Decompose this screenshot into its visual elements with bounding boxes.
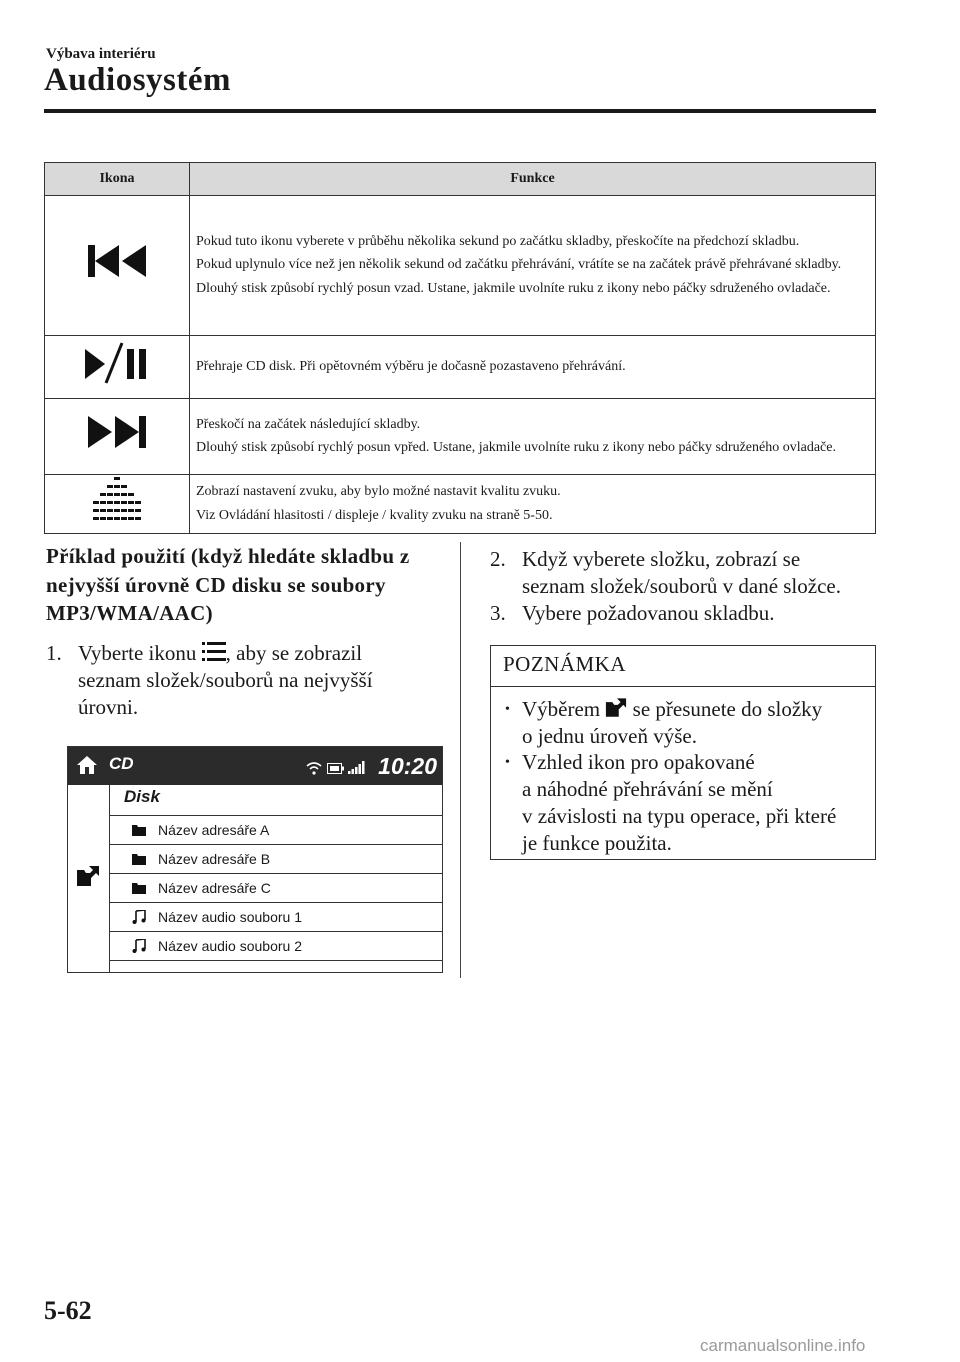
note-text: Vzhled ikon pro opakované <box>522 750 755 774</box>
icon-cell <box>45 399 190 475</box>
col-header-function: Funkce <box>190 163 876 196</box>
function-cell <box>190 336 876 399</box>
section-label: Výbava interiéru <box>46 46 156 62</box>
step-number: 1. <box>46 641 62 665</box>
step-text: Vyberte ikonu <box>78 641 197 665</box>
step-1 <box>46 640 446 724</box>
sound-settings-icon <box>89 476 145 524</box>
display-screen <box>67 746 443 973</box>
icon-cell <box>45 475 190 534</box>
step-text: seznam složek/souborů na nejvyšší <box>78 668 373 692</box>
watermark: carmanualsonline.info <box>700 1336 866 1355</box>
note-text: v závislosti na typu operace, při které <box>522 804 837 828</box>
function-line: Pokud uplynulo více než jen několik sekund od začátku přehrávání, vrátíte se na začátek právě přehrávané skladby. <box>196 257 842 273</box>
step-3 <box>490 600 880 628</box>
function-cell <box>190 196 876 336</box>
bullet-dot: • <box>505 702 510 717</box>
step-text: Když vyberete složku, zobrazí se <box>522 547 801 571</box>
folder-icon <box>131 823 147 837</box>
function-line: Dlouhý stisk způsobí rychlý posun vzad. Ustane, jakmile uvolníte ruku z ikony nebo páčky sdruženého ovladače. <box>196 280 831 296</box>
function-line: Pokud tuto ikonu vyberete v průběhu několika sekund po začátku skladby, přeskočíte na předchozí skladbu. <box>196 233 800 249</box>
folder-icon <box>131 852 147 866</box>
list-item[interactable] <box>110 931 442 961</box>
icon-function-table <box>44 162 876 534</box>
note-bullet <box>505 749 865 857</box>
list-item[interactable] <box>110 873 442 903</box>
step-number: 2. <box>490 547 506 571</box>
bullet-dot: • <box>505 755 510 770</box>
folder-icon <box>131 881 147 895</box>
example-heading: Příklad použití (když hledáte skladbu z nejvyšší úrovně CD disku se soubory MP3/WMA/AAC) <box>46 544 410 625</box>
list-title: Disk <box>124 787 160 806</box>
list-item[interactable] <box>110 815 442 845</box>
skip-next-icon <box>86 414 148 450</box>
step-2 <box>490 546 880 602</box>
screen-status-bar <box>68 747 442 785</box>
list-item-label: Název adresáře B <box>158 851 271 867</box>
list-item-label: Název adresáře C <box>158 880 271 896</box>
note-text: je funkce použita. <box>522 831 672 855</box>
step-text: , aby se zobrazil <box>225 641 363 665</box>
skip-previous-icon <box>86 243 148 279</box>
title-rule <box>44 109 876 113</box>
function-line: Přeskočí na začátek následující skladby. <box>196 416 421 432</box>
step-text: úrovni. <box>78 695 139 719</box>
function-line: Viz Ovládání hlasitosti / displeje / kvality zvuku na straně 5-50. <box>196 507 553 523</box>
step-number: 3. <box>490 601 506 625</box>
home-icon[interactable] <box>76 755 98 775</box>
folder-up-icon <box>605 698 627 719</box>
list-item[interactable] <box>110 844 442 874</box>
list-item-empty <box>110 960 442 973</box>
page-title: Audiosystém <box>44 62 232 98</box>
music-note-icon <box>131 910 147 924</box>
note-text: o jednu úroveň výše. <box>522 724 697 748</box>
list-item-label: Název audio souboru 1 <box>158 909 302 925</box>
list-item-label: Název adresáře A <box>158 822 270 838</box>
wifi-icon <box>306 762 322 775</box>
note-title: POZNÁMKA <box>503 652 627 676</box>
icon-cell <box>45 336 190 399</box>
note-text: se přesunete do složky <box>632 697 823 721</box>
step-text: seznam složek/souborů v dané složce. <box>522 574 841 598</box>
note-box <box>490 645 876 860</box>
list-item[interactable] <box>110 902 442 932</box>
screen-side-panel <box>68 785 110 972</box>
function-cell <box>190 399 876 475</box>
note-text: a náhodné přehrávání se mění <box>522 777 773 801</box>
function-line: Zobrazí nastavení zvuku, aby bylo možné nastavit kvalitu zvuku. <box>196 484 561 499</box>
clock: 10:20 <box>378 753 437 779</box>
play-pause-icon <box>81 341 153 385</box>
note-header <box>491 646 875 687</box>
note-bullet <box>505 696 865 750</box>
signal-icon <box>348 761 365 774</box>
folder-up-icon[interactable] <box>76 866 100 888</box>
function-line: Přehraje CD disk. Při opětovném výběru je dočasně pozastaveno přehrávání. <box>196 358 626 374</box>
page-number: 5-62 <box>44 1296 92 1325</box>
column-divider <box>460 542 461 978</box>
list-icon <box>202 641 226 663</box>
function-line: Dlouhý stisk způsobí rychlý posun vpřed. Ustane, jakmile uvolníte ruku z ikony nebo páčky sdruženého ovladače. <box>196 440 836 455</box>
icon-cell <box>45 196 190 336</box>
list-item-label: Název audio souboru 2 <box>158 938 302 954</box>
function-cell <box>190 475 876 534</box>
source-label: CD <box>109 754 134 773</box>
note-text: Výběrem <box>522 697 601 721</box>
battery-icon <box>327 763 344 774</box>
step-text: Vybere požadovanou skladbu. <box>522 601 775 625</box>
music-note-icon <box>131 939 147 953</box>
col-header-icon: Ikona <box>45 163 190 196</box>
